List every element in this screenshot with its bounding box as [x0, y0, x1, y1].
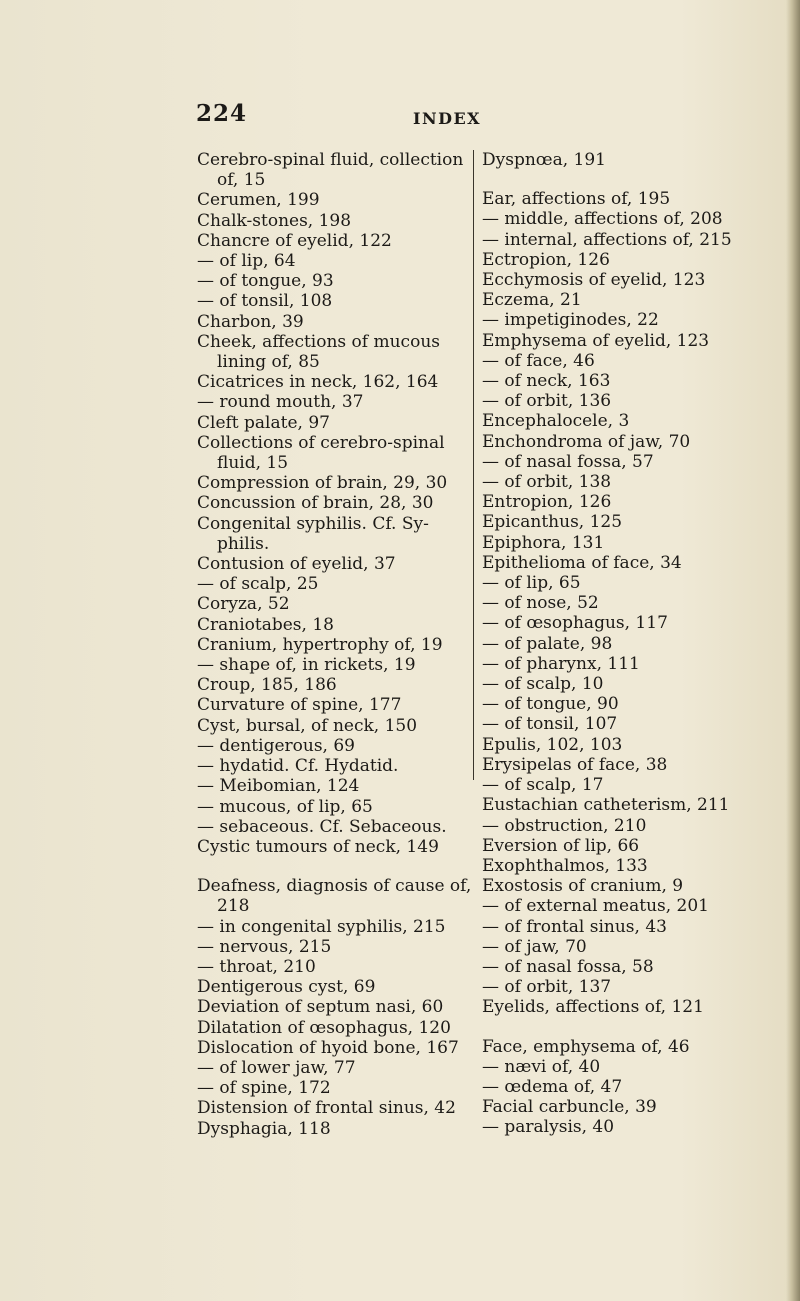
index-entry: — paralysis, 40	[482, 1117, 615, 1138]
index-entry: Exostosis of cranium, 9	[482, 876, 684, 897]
index-entry: Ectropion, 126	[482, 249, 610, 270]
index-entry: Craniotabes, 18	[197, 614, 334, 635]
index-entry: Face, emphysema of, 46	[482, 1036, 690, 1057]
column-divider	[473, 150, 474, 780]
index-entry: Ear, affections of, 195	[482, 189, 671, 210]
index-entry: Contusion of eyelid, 37	[197, 554, 396, 575]
index-entry: Cerebro-spinal fluid, collection	[197, 150, 464, 170]
index-entry: — round mouth, 37	[197, 392, 364, 413]
index-entry: — of scalp, 25	[197, 574, 319, 595]
index-entry: — of spine, 172	[197, 1078, 331, 1099]
index-entry: Enchondroma of jaw, 70	[482, 431, 691, 452]
index-entry: — of jaw, 70	[482, 936, 587, 957]
index-entry: Erysipelas of face, 38	[482, 754, 668, 775]
index-entry: Cyst, bursal, of neck, 150	[197, 715, 418, 736]
index-entry: — of scalp, 10	[482, 674, 604, 695]
index-entry: Facial carbuncle, 39	[482, 1097, 657, 1118]
index-entry: — of œsophagus, 117	[482, 613, 668, 634]
index-entry: — sebaceous. Cf. Sebaceous.	[197, 816, 447, 837]
index-entry: — in congenital syphilis, 215	[197, 916, 446, 937]
index-entry: Cicatrices in neck, 162, 164	[197, 372, 439, 393]
index-entry: Epiphora, 131	[482, 532, 605, 553]
index-entry: — Meibomian, 124	[197, 776, 360, 797]
index-entry: Epulis, 102, 103	[482, 734, 623, 755]
index-entry: — impetiginodes, 22	[482, 310, 659, 331]
index-entry: Cheek, affections of mucous	[197, 331, 440, 352]
index-entry: — internal, affections of, 215	[482, 229, 732, 250]
index-entry: — nervous, 215	[197, 936, 332, 957]
index-entry: — mucous, of lip, 65	[197, 796, 373, 817]
index-entry: Compression of brain, 29, 30	[197, 473, 448, 494]
index-entry: Curvature of spine, 177	[197, 695, 402, 716]
index-entry: Chalk-stones, 198	[197, 210, 352, 231]
index-entry: — of nose, 52	[482, 593, 599, 614]
index-entry: Entropion, 126	[482, 492, 612, 513]
index-entry: — of frontal sinus, 43	[482, 916, 667, 937]
index-entry: Encephalocele, 3	[482, 411, 630, 432]
index-entry: — middle, affections of, 208	[482, 209, 723, 230]
page-number: 224	[196, 100, 248, 127]
index-entry: philis.	[217, 533, 270, 554]
index-entry: Dislocation of hyoid bone, 167	[197, 1037, 459, 1058]
index-entry: — of tonsil, 107	[482, 714, 618, 735]
index-entry: Croup, 185, 186	[197, 675, 337, 696]
index-entry: — of neck, 163	[482, 371, 611, 392]
index-entry: — of nasal fossa, 57	[482, 451, 654, 472]
index-entry: — of nasal fossa, 58	[482, 956, 654, 977]
index-column-left	[197, 150, 472, 1139]
index-entry: Cranium, hypertrophy of, 19	[197, 634, 443, 655]
index-entry: Deafness, diagnosis of cause of,	[197, 876, 472, 897]
index-entry: Concussion of brain, 28, 30	[197, 493, 434, 514]
index-entry: — hydatid. Cf. Hydatid.	[197, 756, 399, 777]
index-entry: — of orbit, 138	[482, 472, 612, 493]
index-entry: — of tonsil, 108	[197, 291, 333, 312]
index-entry: — of pharynx, 111	[482, 653, 640, 674]
index-entry: Congenital syphilis. Cf. Sy-	[197, 513, 429, 534]
index-entry: Eyelids, affections of, 121	[482, 997, 704, 1018]
index-entry: Epicanthus, 125	[482, 512, 623, 533]
index-entry: — obstruction, 210	[482, 815, 647, 836]
index-entry: — of tongue, 93	[197, 271, 334, 292]
index-entry: Distension of frontal sinus, 42	[197, 1098, 456, 1119]
index-entry: Epithelioma of face, 34	[482, 552, 682, 573]
index-entry: Dyspnœa, 191	[482, 150, 606, 170]
index-entry: — of orbit, 136	[482, 391, 612, 412]
index-entry: Collections of cerebro-spinal	[197, 432, 445, 453]
index-entry: — of palate, 98	[482, 633, 613, 654]
index-entry: lining of, 85	[217, 352, 320, 373]
index-entry: Coryza, 52	[197, 594, 290, 615]
index-entry: Dilatation of œsophagus, 120	[197, 1017, 451, 1038]
index-entry: — of lip, 64	[197, 251, 296, 272]
index-entry: — throat, 210	[197, 956, 316, 977]
index-entry: Exophthalmos, 133	[482, 855, 648, 876]
index-entry: Eustachian catheterism, 211	[482, 795, 730, 816]
index-entry: — of face, 46	[482, 350, 595, 371]
index-entry: Deviation of septum nasi, 60	[197, 997, 444, 1018]
index-entry: of, 15	[217, 170, 266, 191]
index-entry: Chancre of eyelid, 122	[197, 230, 392, 251]
index-entry: — shape of, in rickets, 19	[197, 655, 416, 676]
index-entry: — of tongue, 90	[482, 694, 619, 715]
index-entry: Eczema, 21	[482, 290, 582, 311]
index-entry: Charbon, 39	[197, 311, 304, 332]
index-entry: fluid, 15	[217, 453, 289, 474]
index-entry: Eversion of lip, 66	[482, 835, 640, 856]
index-entry: Cleft palate, 97	[197, 412, 330, 433]
index-entry: Dysphagia, 118	[197, 1118, 331, 1139]
index-entry: Cerumen, 199	[197, 190, 320, 211]
index-column-right	[482, 150, 782, 1138]
index-entry: — dentigerous, 69	[197, 735, 355, 756]
index-entry: — of external meatus, 201	[482, 896, 710, 917]
index-entry: — of lip, 65	[482, 573, 581, 594]
index-entry: — of scalp, 17	[482, 775, 604, 796]
page-edge-shadow	[786, 0, 800, 1301]
running-head-title: INDEX	[413, 109, 482, 128]
index-entry: Ecchymosis of eyelid, 123	[482, 270, 706, 291]
index-entry: Dentigerous cyst, 69	[197, 977, 376, 998]
index-entry: 218	[217, 896, 250, 917]
index-entry: — of orbit, 137	[482, 977, 612, 998]
index-entry: — of lower jaw, 77	[197, 1057, 356, 1078]
index-entry: Emphysema of eyelid, 123	[482, 330, 710, 351]
index-entry: Cystic tumours of neck, 149	[197, 836, 439, 857]
index-entry: — œdema of, 47	[482, 1076, 623, 1097]
index-entry: — nævi of, 40	[482, 1056, 601, 1077]
